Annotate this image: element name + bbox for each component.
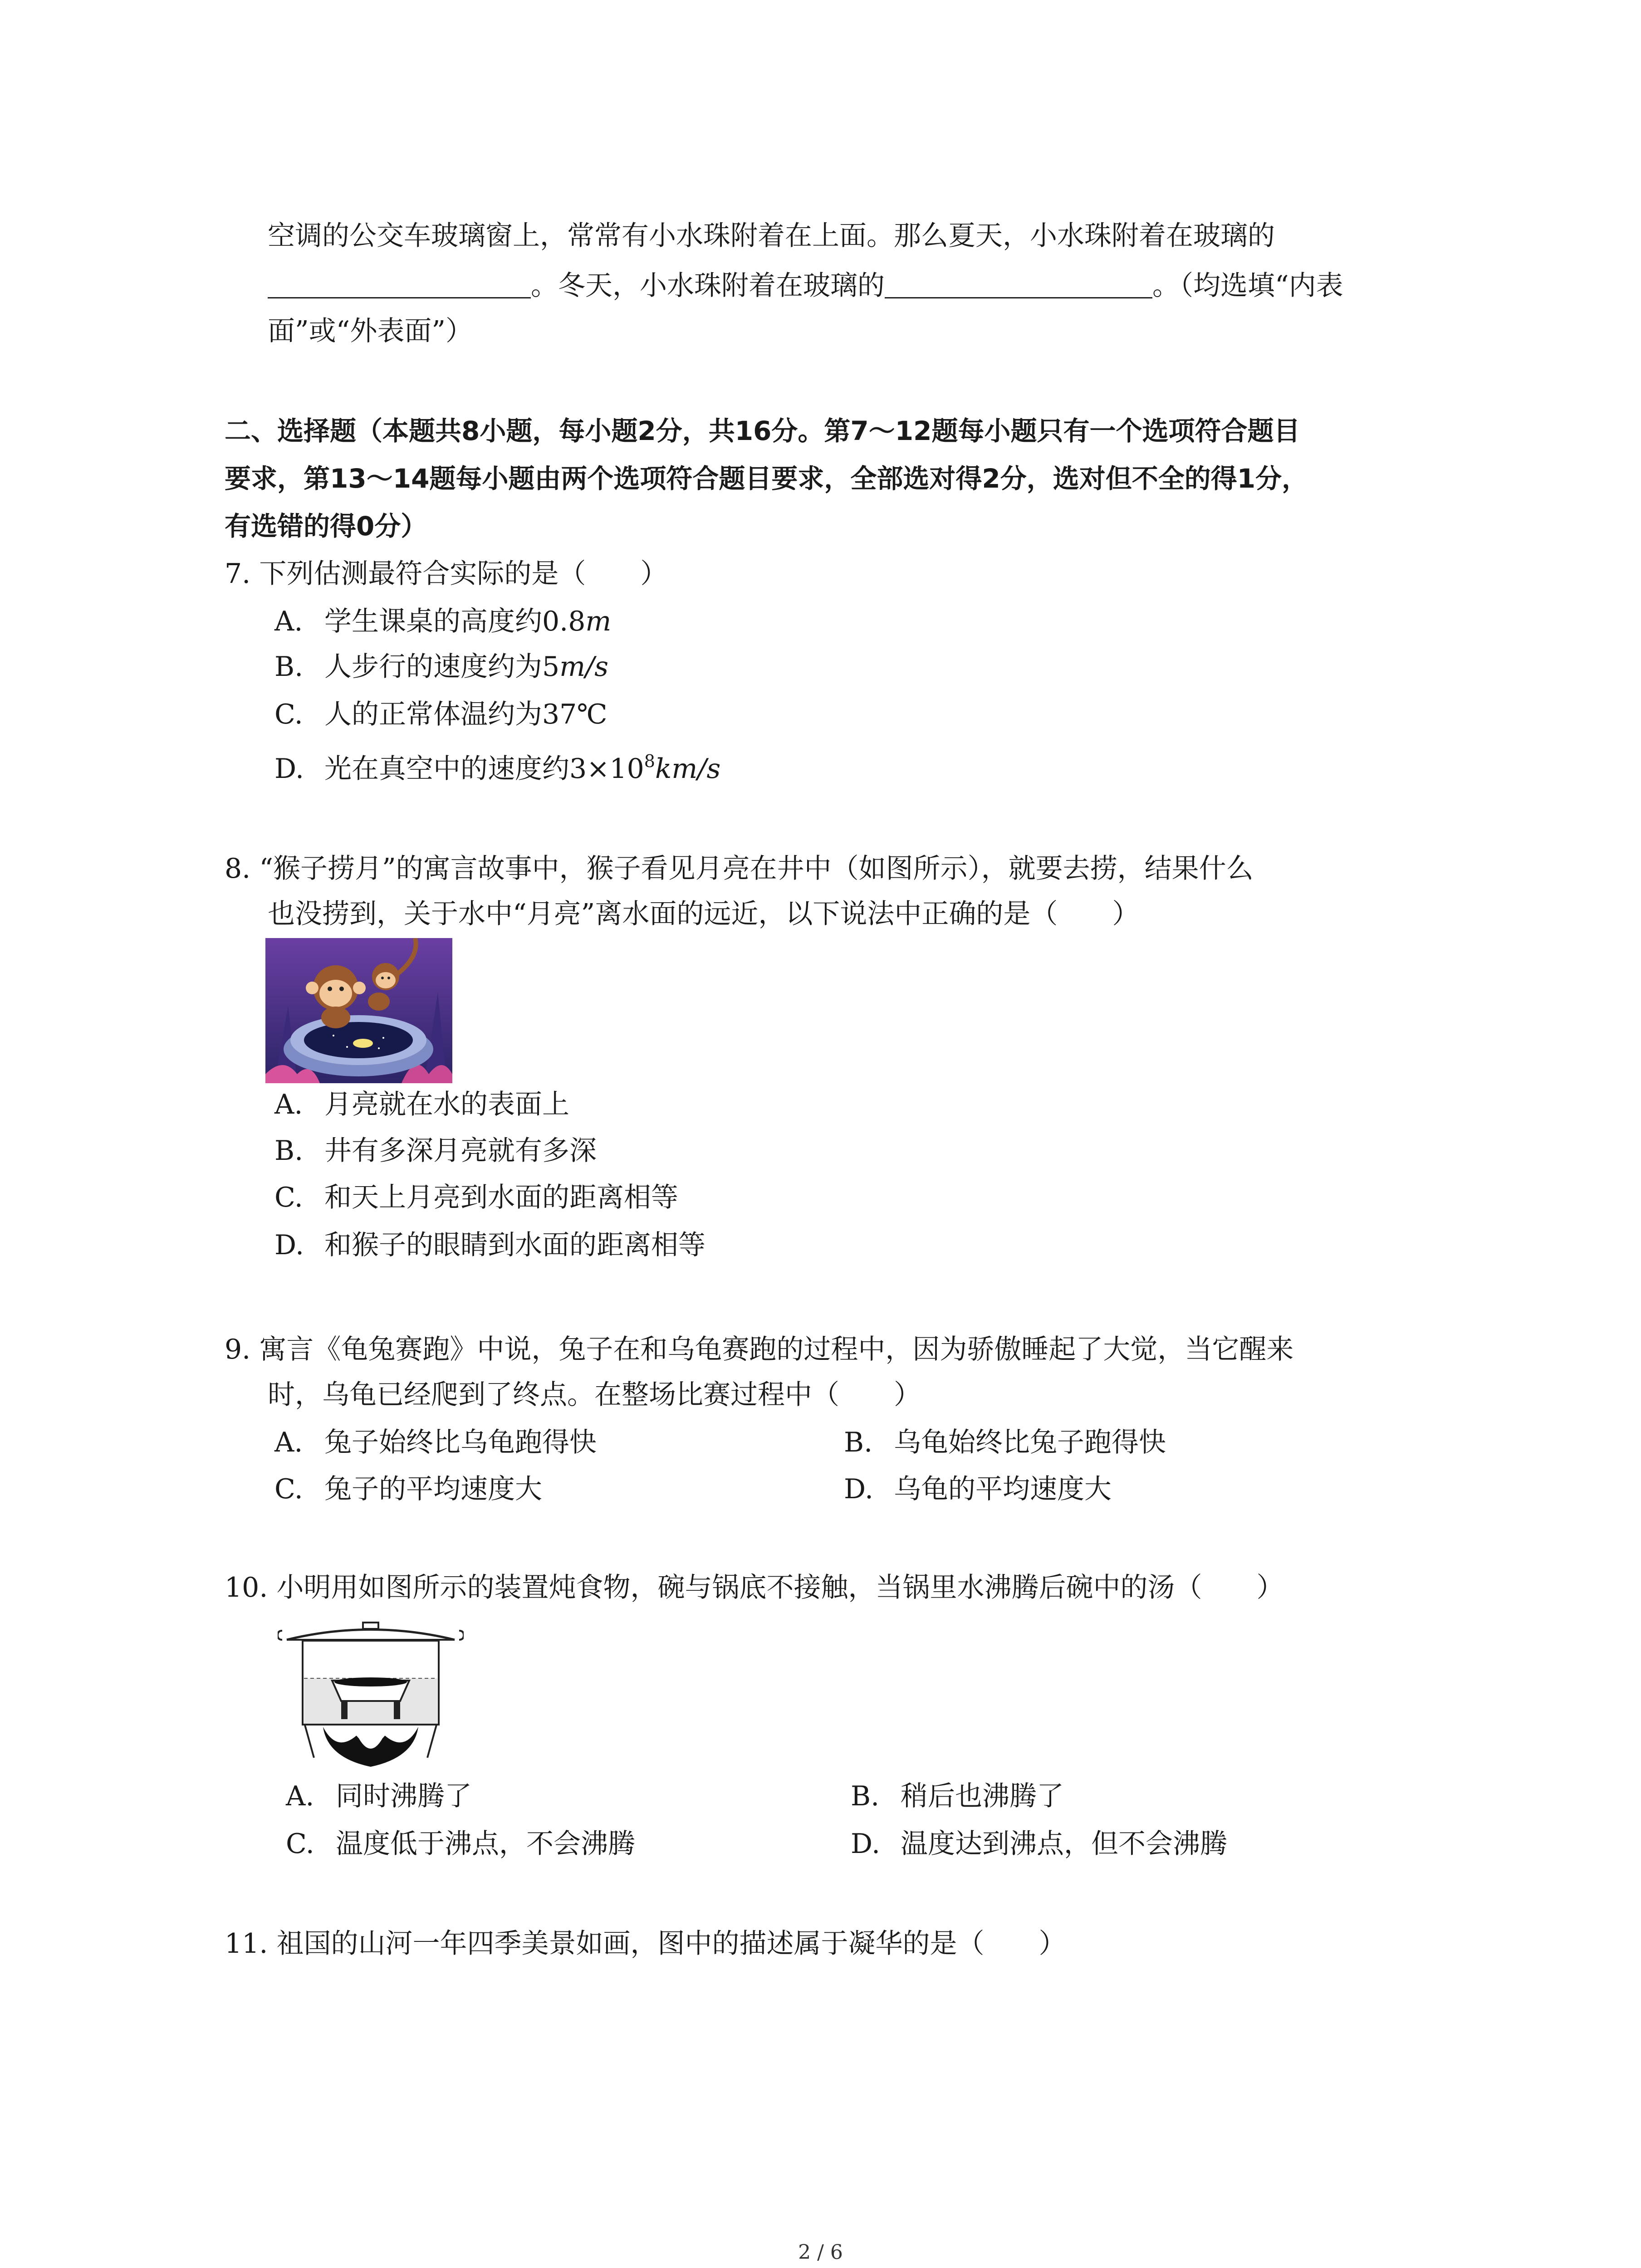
section2-heading-3 [225,508,427,544]
option-letter: A. [274,1089,303,1120]
q6-text-1: 空调的公交车玻璃窗上，常常有小水珠附着在上面。那么夏天，小水珠附着在玻璃的 [268,220,1275,252]
option-text: 同时沸腾了 [336,1780,472,1812]
q11-stem-text: 11. 祖国的山河一年四季美景如画，图中的描述属于凝华的是（ ） [225,1928,1066,1960]
q8-stem-2 [268,896,1139,932]
q6-line1 [268,218,1275,254]
q9-stem-2 [268,1377,921,1413]
monkey-well-image [265,938,452,1083]
option-letter: C. [274,1182,303,1213]
q9-option-c[interactable] [274,1471,542,1507]
option-unit: m/s [559,651,609,683]
q9-option-d[interactable] [844,1471,1112,1507]
option-text: 和天上月亮到水面的距离相等 [324,1182,678,1213]
option-unit: m [585,606,612,637]
option-letter: C. [274,1473,303,1505]
section2-text-1: 二、选择题（本题共8小题，每小题2分，共16分。第7～12题每小题只有一个选项符合题目 [225,415,1300,446]
section2-heading-2 [225,460,1308,497]
option-text: 学生课桌的高度约0.8 [324,606,586,637]
q10-option-a[interactable] [286,1778,472,1814]
option-text: 兔子的平均速度大 [324,1473,542,1505]
option-text: 和猴子的眼睛到水面的距离相等 [324,1229,705,1261]
option-exponent: 8 [644,751,655,771]
q7-option-d[interactable] [274,751,720,787]
option-letter: A. [286,1780,314,1812]
option-text: 井有多深月亮就有多深 [324,1135,597,1167]
option-unit: km/s [655,753,721,785]
section2-text-3: 有选错的得0分） [225,511,427,542]
option-letter: B. [844,1427,873,1458]
q10-option-c[interactable] [286,1826,635,1862]
option-text: 乌龟始终比兔子跑得快 [894,1427,1166,1458]
option-letter: D. [844,1473,874,1505]
q10-option-b[interactable] [851,1778,1064,1814]
q8-option-d[interactable] [274,1227,705,1263]
q8-option-a[interactable] [274,1086,569,1123]
answer-blank-winter[interactable] [885,270,1152,298]
steamer-pot-diagram [278,1622,464,1769]
option-letter: C. [274,699,303,730]
q7-option-b[interactable] [274,649,608,685]
q7-stem-text: 7. 下列估测最符合实际的是（ ） [225,558,668,590]
option-text: 人的正常体温约为37℃ [324,699,607,730]
answer-blank-summer[interactable] [268,270,531,298]
option-text: 月亮就在水的表面上 [324,1089,569,1120]
q8-stem-text-2: 也没捞到，关于水中“月亮”离水面的远近，以下说法中正确的是（ ） [268,898,1140,930]
q9-option-b[interactable] [844,1424,1166,1461]
option-text: 人步行的速度约为5 [324,651,560,683]
q9-stem-text-1: 9. 寓言《龟兔赛跑》中说，兔子在和乌龟赛跑的过程中，因为骄傲睡起了大觉，当它醒来 [225,1334,1294,1365]
q11-stem [225,1926,1066,1962]
option-letter: D. [274,1229,304,1261]
q6-text-3: 面”或“外表面”） [268,315,473,347]
page-number: 2 / 6 [798,2241,843,2264]
option-letter: B. [851,1780,880,1812]
option-text: 乌龟的平均速度大 [894,1473,1112,1505]
option-letter: B. [274,1135,304,1167]
q6-text-tail: 。（均选填“内表 [1152,270,1343,302]
option-text: 温度达到沸点，但不会沸腾 [901,1828,1227,1860]
q8-option-b[interactable] [274,1133,597,1169]
q10-stem-text: 10. 小明用如图所示的装置炖食物，碗与锅底不接触，当锅里水沸腾后碗中的汤（ ） [225,1572,1284,1603]
q6-line2 [268,268,1343,304]
q10-option-d[interactable] [851,1826,1227,1862]
option-letter: A. [274,1427,303,1458]
q6-line3 [268,313,473,349]
q7-stem [225,556,667,592]
section2-heading-1 [225,413,1300,449]
q7-option-a[interactable] [274,603,611,640]
q8-stem-text-1: 8. “猴子捞月”的寓言故事中，猴子看见月亮在井中（如图所示），就要去捞，结果什么 [225,853,1254,885]
option-letter: A. [274,606,303,637]
option-letter: D. [851,1828,881,1860]
option-letter: C. [286,1828,314,1860]
option-text: 兔子始终比乌龟跑得快 [324,1427,597,1458]
q9-stem-1 [225,1331,1293,1368]
q10-stem [225,1569,1284,1606]
q8-stem-1 [225,850,1254,887]
q8-option-c[interactable] [274,1179,678,1216]
q9-stem-text-2: 时，乌龟已经爬到了终点。在整场比赛过程中（ ） [268,1379,921,1411]
section2-text-2: 要求，第13～14题每小题由两个选项符合题目要求，全部选对得2分，选对但不全的得1分， [225,463,1308,494]
option-letter: D. [274,753,304,785]
option-letter: B. [274,651,304,683]
option-text: 光在真空中的速度约3×10 [324,753,644,785]
q9-option-a[interactable] [274,1424,597,1461]
q6-text-mid: 。冬天，小水珠附着在玻璃的 [531,270,885,302]
option-text: 温度低于沸点，不会沸腾 [336,1828,635,1860]
option-text: 稍后也沸腾了 [901,1780,1064,1812]
q7-option-c[interactable] [274,696,607,733]
